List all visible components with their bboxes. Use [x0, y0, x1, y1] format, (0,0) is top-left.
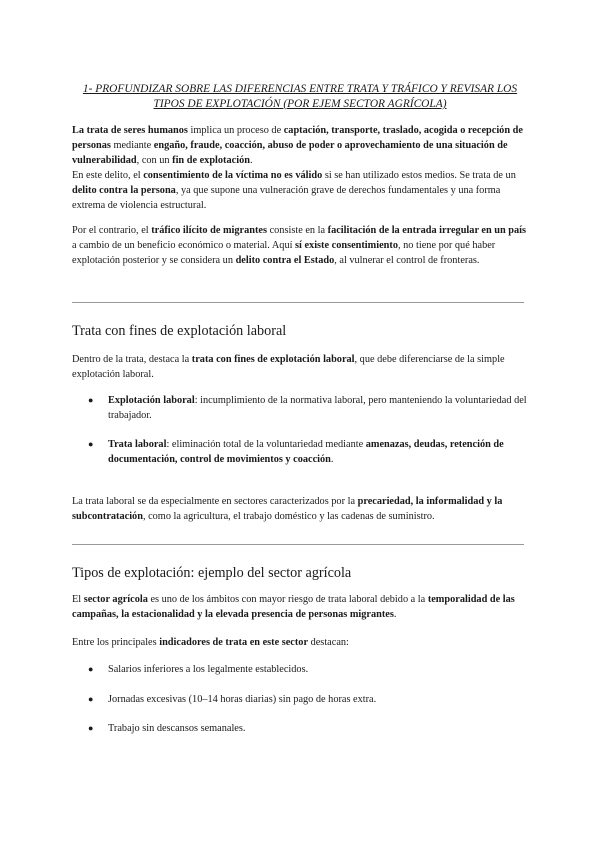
- bullet-dot: ●: [88, 439, 94, 449]
- labor-intro-text: Dentro de la trata, destaca la: [72, 354, 192, 365]
- heading-line-2: TIPOS DE EXPLOTACIÓN (POR EJEM SECTOR AGRÍCOLA): [153, 98, 447, 110]
- intro-text: .: [249, 155, 253, 166]
- indicator-item: Jornadas excesivas (10–14 horas diarias) sin pago de horas extra.: [108, 694, 377, 705]
- section-title-agriculture: Tipos de explotación: ejemplo del sector agrícola: [72, 565, 352, 581]
- agriculture-paragraph: [72, 592, 528, 622]
- intro-term: La trata de seres humanos: [72, 125, 188, 136]
- document-heading: [72, 82, 528, 112]
- contrast-text: a cambio de un beneficio económico o material. Aquí: [72, 240, 296, 251]
- intro-text: En este delito, el: [72, 170, 144, 181]
- agriculture-text: .: [393, 609, 397, 620]
- bullet-dot: ●: [88, 395, 94, 405]
- bullet-term: Explotación laboral: [108, 395, 195, 406]
- labor-outro-bold: precariedad, la informalidad y la subcontratación: [72, 496, 503, 522]
- intro-bold-consent: consentimiento de la víctima no es válido: [143, 170, 323, 181]
- intro-text: si se han utilizado estos medios. Se trata de un: [322, 170, 516, 181]
- contrast-text: , no tiene por qué haber explotación posterior y se considera un: [72, 240, 496, 266]
- intro-text: implica un proceso de: [187, 125, 284, 136]
- bullet-description: : eliminación total de la voluntariedad mediante: [166, 439, 366, 450]
- intro-bold-purpose: fin de explotación: [172, 155, 250, 166]
- section-title-labor: Trata con fines de explotación laboral: [72, 323, 287, 339]
- intro-text: , ya que supone una vulneración grave de derechos fundamentales y una forma extrema de violencia estructural.: [72, 185, 501, 211]
- labor-intro-bold: trata con fines de explotación laboral: [191, 354, 355, 365]
- indicators-intro: [72, 635, 528, 650]
- bullet-bold-means: amenazas, deudas, retención de documentación, control de movimientos y coacción: [108, 439, 504, 465]
- labor-outro-text: La trata laboral se da especialmente en sectores caracterizados por la: [72, 496, 358, 507]
- intro-bold-means: engaño, fraude, coacción, abuso de poder o aprovechamiento de una situación de vulnerabilidad: [72, 140, 508, 166]
- bullet-dot: ●: [88, 694, 94, 704]
- bullet-dot: ●: [88, 664, 94, 674]
- labor-intro-text: , que debe diferenciarse de la simple explotación laboral.: [72, 354, 505, 380]
- labor-outro-text: , como la agricultura, el trabajo doméstico y las cadenas de suministro.: [142, 511, 435, 522]
- labor-intro-paragraph: [72, 352, 528, 382]
- section-divider: [72, 302, 524, 303]
- intro-paragraph: [72, 123, 528, 213]
- intro-bold-process: captación, transporte, traslado, acogida o recepción de personas: [72, 125, 523, 151]
- indicators-text: Entre los principales: [72, 637, 160, 648]
- agriculture-text: El: [72, 594, 84, 605]
- indicators-text: destacan:: [308, 637, 349, 648]
- bullet-labor-exploitation: [108, 393, 528, 423]
- intro-bold-crime: delito contra la persona: [72, 185, 176, 196]
- bullet-description: : incumplimiento de la normativa laboral, pero manteniendo la voluntariedad del trabajador.: [108, 395, 527, 421]
- contrast-bold-smuggling: tráfico ilícito de migrantes: [151, 225, 268, 236]
- agriculture-bold-sector: sector agrícola: [83, 594, 148, 605]
- bullet-dot: ●: [88, 723, 94, 733]
- labor-outro-paragraph: [72, 494, 528, 524]
- contrast-text: , al vulnerar el control de fronteras.: [334, 255, 480, 266]
- indicators-bold: indicadores de trata en este sector: [159, 637, 309, 648]
- agriculture-bold-factors: temporalidad de las campañas, la estacionalidad y la elevada presencia de personas migrantes: [72, 594, 515, 620]
- contrast-bold-facilitation: facilitación de la entrada irregular en un país: [327, 225, 527, 236]
- agriculture-text: es uno de los ámbitos con mayor riesgo de trata laboral debido a la: [147, 594, 428, 605]
- section-divider: [72, 544, 524, 545]
- heading-line-1: 1- PROFUNDIZAR SOBRE LAS DIFERENCIAS ENTRE TRATA Y TRÁFICO Y REVISAR LOS: [82, 83, 518, 95]
- contrast-bold-consent: sí existe consentimiento: [295, 240, 398, 251]
- intro-text: , con un: [136, 155, 173, 166]
- contrast-text: Por el contrario, el: [72, 225, 152, 236]
- contrast-text: consiste en la: [267, 225, 328, 236]
- contrast-bold-state-crime: delito contra el Estado: [235, 255, 335, 266]
- intro-text: mediante: [110, 140, 154, 151]
- indicator-item: Trabajo sin descansos semanales.: [108, 723, 246, 734]
- bullet-labor-trafficking: [108, 437, 528, 467]
- contrast-paragraph: [72, 223, 528, 268]
- indicator-item: Salarios inferiores a los legalmente establecidos.: [108, 664, 309, 675]
- bullet-description: .: [330, 454, 334, 465]
- bullet-term: Trata laboral: [108, 439, 167, 450]
